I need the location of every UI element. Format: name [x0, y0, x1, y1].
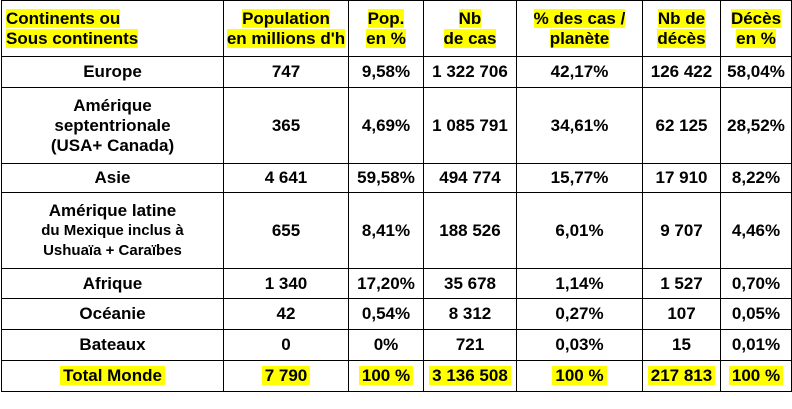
- cell-pop-pct: 9,58%: [349, 57, 424, 88]
- header-deaths-pct-line1: Décès: [730, 8, 782, 28]
- cell-cases-pct: 0,03%: [517, 330, 643, 361]
- cell-deaths-pct: 4,46%: [721, 193, 792, 269]
- cell-population: 1 340: [224, 269, 349, 299]
- row-name-line1: Amérique: [73, 95, 152, 115]
- header-deaths-line2: décès: [657, 28, 706, 48]
- cell-cases-pct: 0,27%: [517, 299, 643, 330]
- cell-cases: 1 085 791: [424, 88, 517, 164]
- total-deaths-pct: 100 %: [729, 366, 783, 385]
- total-pop-pct: 100 %: [359, 366, 413, 385]
- cell-deaths-pct: 8,22%: [721, 164, 792, 193]
- row-name: Europe: [2, 57, 224, 88]
- table-row: [2, 330, 792, 361]
- cell-cases: 8 312: [424, 299, 517, 330]
- total-deaths: 217 813: [648, 366, 715, 385]
- header-continent-line1: Continents ou: [6, 8, 121, 28]
- header-deaths: [643, 1, 721, 57]
- table-row: [2, 193, 792, 269]
- cell-population: 655: [224, 193, 349, 269]
- header-cases-pct-line2: planète: [549, 28, 610, 48]
- header-row: [2, 1, 792, 57]
- cell-deaths: 107: [643, 299, 721, 330]
- header-cases-line2: de cas: [443, 28, 497, 48]
- cell-cases: 494 774: [424, 164, 517, 193]
- total-cases-pct-cell: [517, 361, 643, 392]
- table-row: [2, 299, 792, 330]
- cell-cases-pct: 15,77%: [517, 164, 643, 193]
- cell-cases-pct: 42,17%: [517, 57, 643, 88]
- cell-cases: 721: [424, 330, 517, 361]
- total-cases-cell: [424, 361, 517, 392]
- cell-pop-pct: 0%: [349, 330, 424, 361]
- cell-cases-pct: 1,14%: [517, 269, 643, 299]
- total-deaths-cell: [643, 361, 721, 392]
- row-name: Afrique: [2, 269, 224, 299]
- row-name-line2: septentrionale: [54, 115, 171, 135]
- header-cases-line1: Nb: [458, 8, 482, 28]
- table-row: [2, 164, 792, 193]
- cell-deaths: 1 527: [643, 269, 721, 299]
- cell-cases: 1 322 706: [424, 57, 517, 88]
- row-name-line3: (USA+ Canada): [50, 135, 175, 155]
- total-population: 7 790: [262, 366, 311, 385]
- total-name: Total Monde: [60, 366, 165, 385]
- header-cases-pct: [517, 1, 643, 57]
- cell-deaths-pct: 28,52%: [721, 88, 792, 164]
- cell-deaths: 9 707: [643, 193, 721, 269]
- header-cases: [424, 1, 517, 57]
- covid-statistics-table: [1, 0, 792, 392]
- table-row: [2, 269, 792, 299]
- header-continent: [2, 1, 224, 57]
- cell-deaths-pct: 58,04%: [721, 57, 792, 88]
- table-row: [2, 88, 792, 164]
- total-pop-pct-cell: [349, 361, 424, 392]
- cell-cases-pct: 6,01%: [517, 193, 643, 269]
- cell-pop-pct: 4,69%: [349, 88, 424, 164]
- row-name-line3: Ushuaïa + Caraïbes: [43, 241, 182, 259]
- header-population-line2: en millions d'h: [226, 28, 346, 48]
- cell-population: 365: [224, 88, 349, 164]
- cell-cases: 35 678: [424, 269, 517, 299]
- header-population: [224, 1, 349, 57]
- header-pop-pct: [349, 1, 424, 57]
- cell-deaths-pct: 0,05%: [721, 299, 792, 330]
- header-deaths-pct-line2: en %: [736, 28, 776, 48]
- row-name: [2, 88, 224, 164]
- cell-deaths-pct: 0,01%: [721, 330, 792, 361]
- cell-pop-pct: 17,20%: [349, 269, 424, 299]
- total-cases: 3 136 508: [429, 366, 511, 385]
- row-name: Bateaux: [2, 330, 224, 361]
- row-name: Asie: [2, 164, 224, 193]
- total-row: [2, 361, 792, 392]
- cell-pop-pct: 0,54%: [349, 299, 424, 330]
- cell-deaths: 17 910: [643, 164, 721, 193]
- row-name-line1: Amérique latine: [48, 200, 177, 220]
- cell-pop-pct: 59,58%: [349, 164, 424, 193]
- header-pop-pct-line1: Pop.: [367, 8, 405, 28]
- cell-population: 747: [224, 57, 349, 88]
- cell-deaths-pct: 0,70%: [721, 269, 792, 299]
- header-deaths-pct: [721, 1, 792, 57]
- cell-deaths: 126 422: [643, 57, 721, 88]
- row-name: [2, 193, 224, 269]
- cell-population: 0: [224, 330, 349, 361]
- cell-cases-pct: 34,61%: [517, 88, 643, 164]
- cell-population: 4 641: [224, 164, 349, 193]
- cell-deaths: 15: [643, 330, 721, 361]
- cell-deaths: 62 125: [643, 88, 721, 164]
- cell-cases: 188 526: [424, 193, 517, 269]
- cell-pop-pct: 8,41%: [349, 193, 424, 269]
- header-deaths-line1: Nb de: [657, 8, 706, 28]
- header-pop-pct-line2: en %: [366, 28, 406, 48]
- total-name-cell: [2, 361, 224, 392]
- header-population-line1: Population: [242, 8, 330, 28]
- row-name-line2: du Mexique inclus à: [41, 221, 184, 239]
- total-cases-pct: 100 %: [552, 366, 606, 385]
- total-population-cell: [224, 361, 349, 392]
- cell-population: 42: [224, 299, 349, 330]
- header-continent-line2: Sous continents: [6, 28, 139, 48]
- header-cases-pct-line1: % des cas /: [533, 8, 626, 28]
- row-name: Océanie: [2, 299, 224, 330]
- total-deaths-pct-cell: [721, 361, 792, 392]
- table-row: [2, 57, 792, 88]
